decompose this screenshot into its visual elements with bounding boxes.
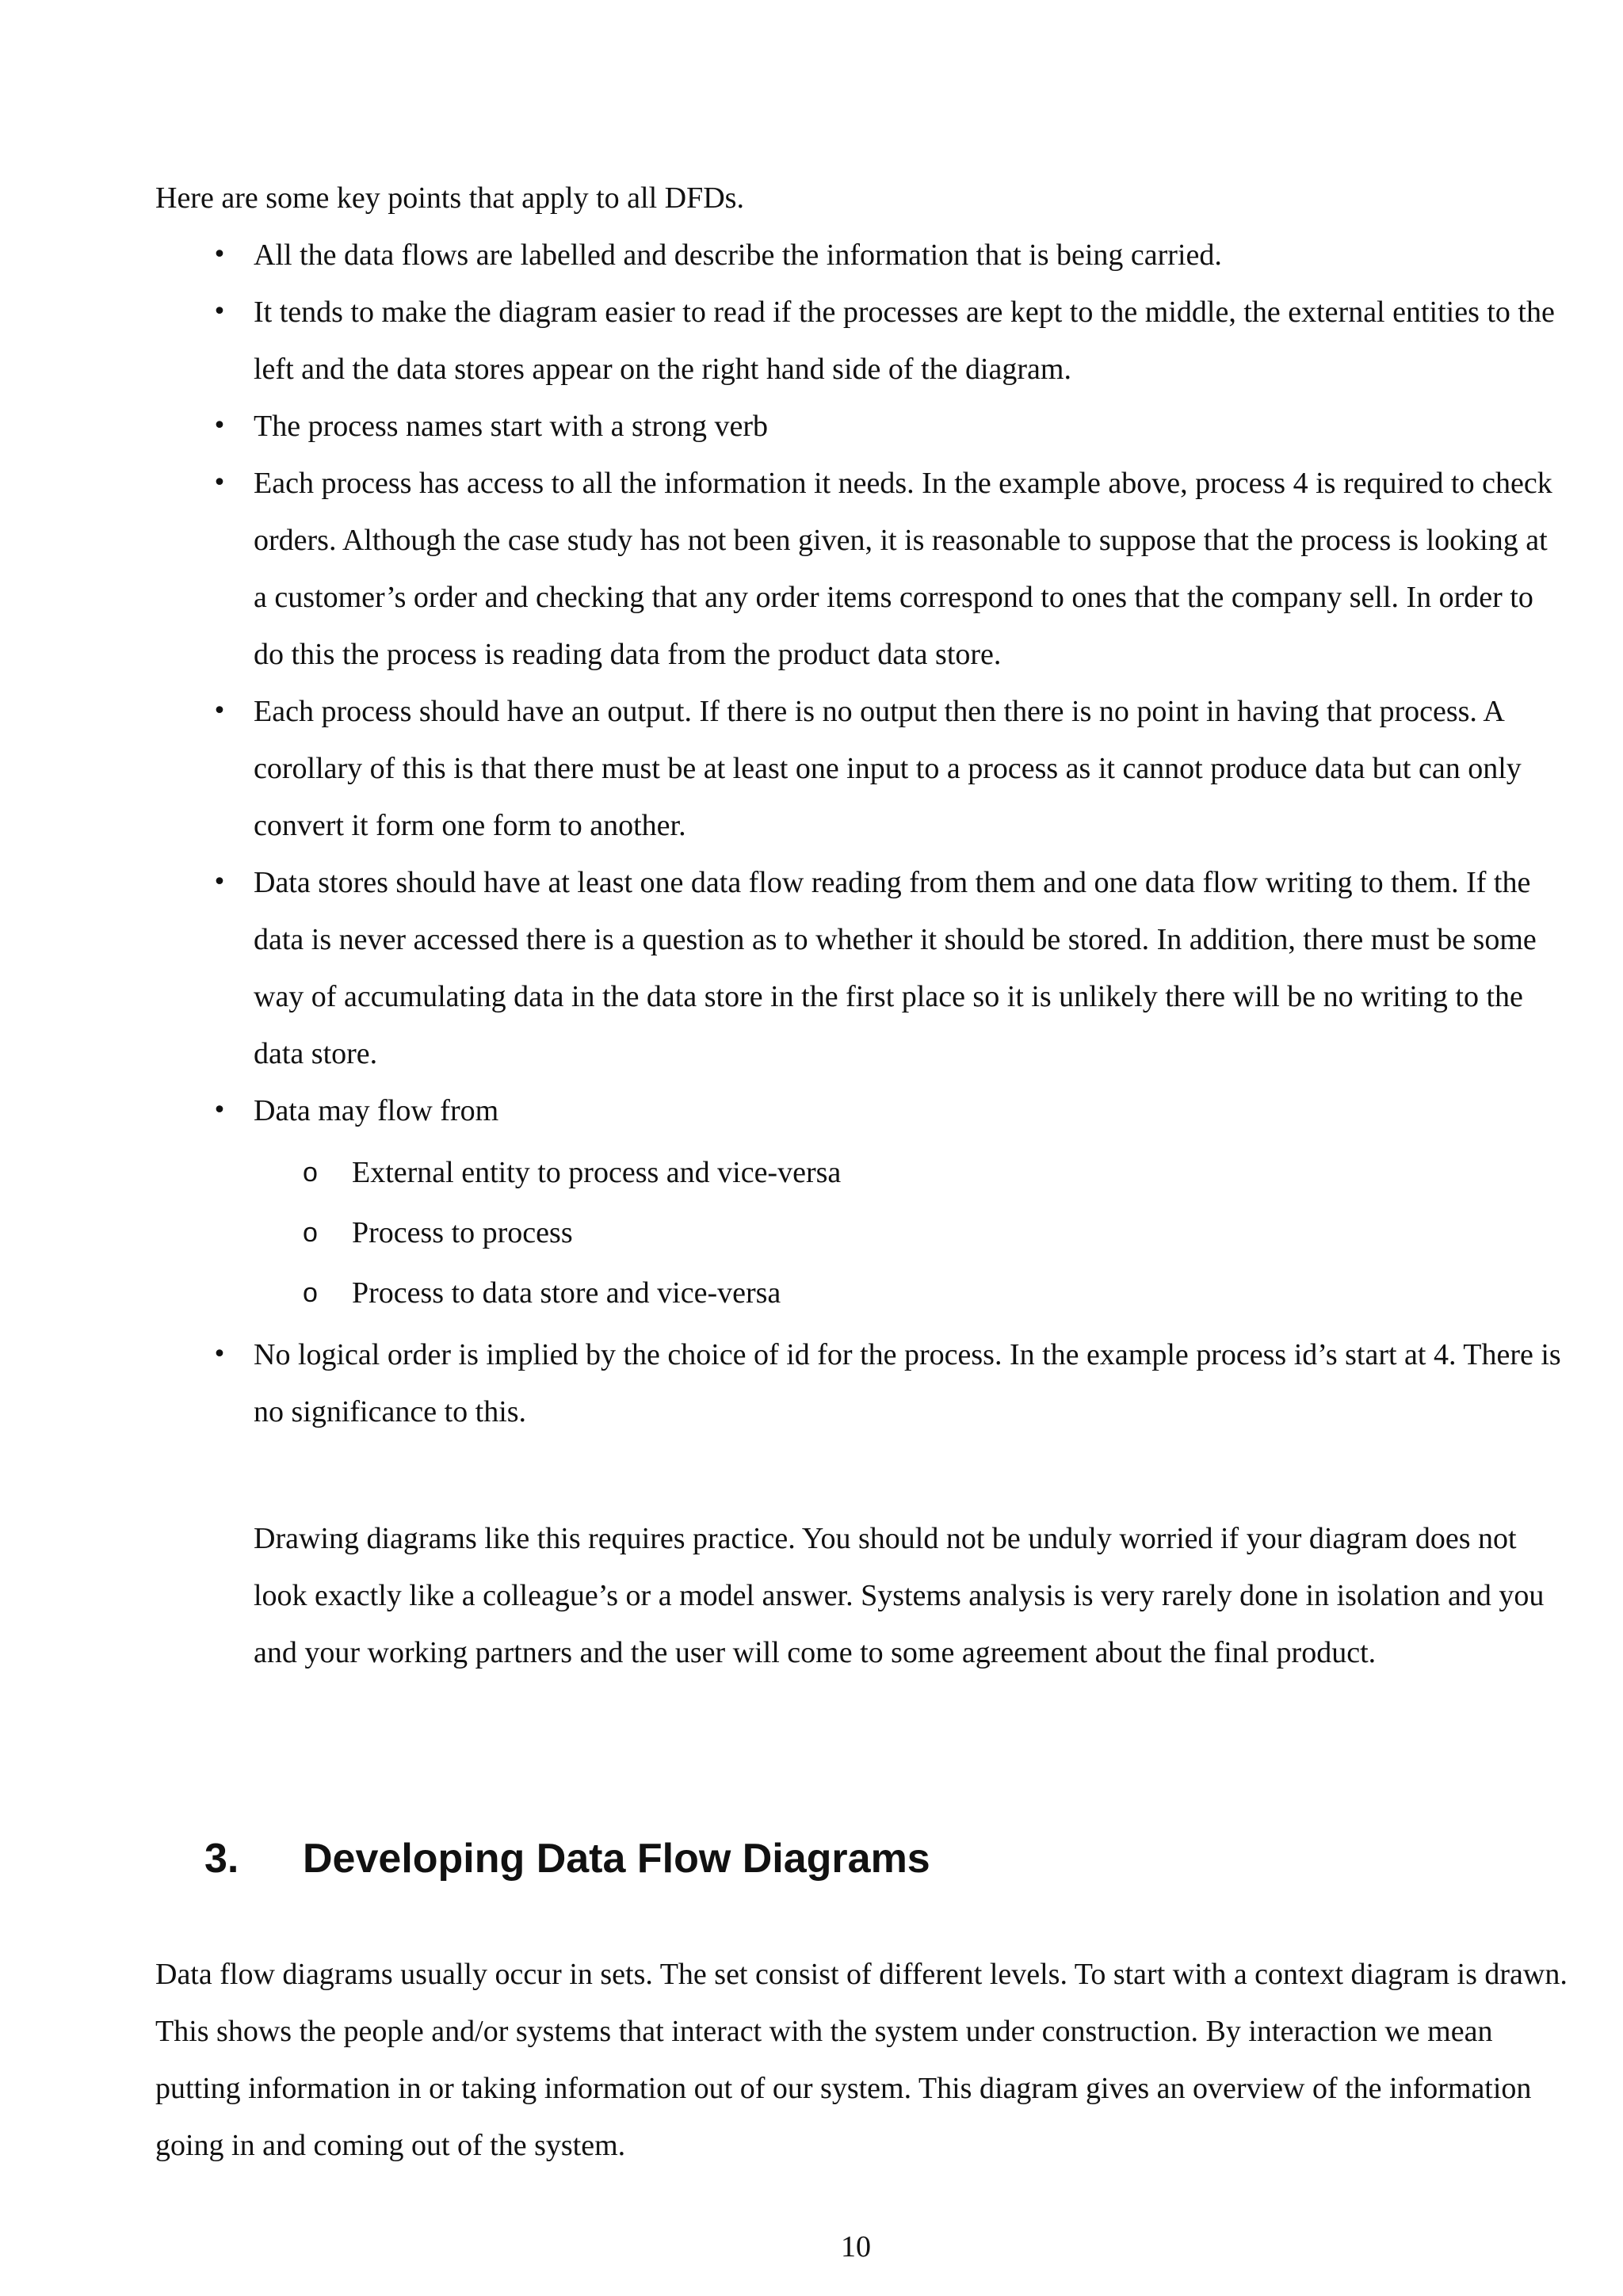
list-item [155,1082,1566,1323]
sub-list-item [254,1142,1566,1203]
bullet-icon: • [212,469,227,497]
sub-list-item [254,1263,1566,1323]
list-item-text: Each process has access to all the information it needs. In the example above, process 4 is required to check orders. Although the case study has not been given, it is reasonable to suppose that the process is looking at a customer’s order and checking that any order items correspond to ones that the company sell. In order to do this the process is reading data from the product data store. [254,467,1552,671]
page-number: 10 [841,2230,871,2264]
bullet-icon: • [212,298,227,326]
circle-bullet-icon: o [303,1278,318,1308]
data-flow-sublist [254,1142,1566,1323]
sub-list-item-text: Process to data store and vice-versa [352,1276,781,1310]
list-item-text: It tends to make the diagram easier to read if the processes are kept to the middle, the external entities to the left and the data stores appear on the right hand side of the diagram. [254,296,1555,386]
list-item-text: All the data flows are labelled and describe the information that is being carried. [254,238,1222,272]
closing-paragraph: Drawing diagrams like this requires practice. You should not be unduly worried if your diagram does not look exactly like a colleague’s or a model answer. Systems analysis is very rarely done in isolation and you and your working partners and the user will come to some agreement about the final product. [254,1522,1545,1669]
section-paragraph: Data flow diagrams usually occur in sets. The set consist of different levels. To start with a context diagram is drawn. This shows the people and/or systems that interact with the system under construction. By interaction we mean putting information in or taking information out of our system. This diagram gives an overview of the information going in and coming out of the system. [155,1958,1568,2162]
list-item-text: Data may flow from [254,1094,499,1127]
bullet-icon: • [212,1097,227,1124]
bullet-icon: • [212,1341,227,1368]
section-heading [204,1830,930,1887]
sub-list-item-text: External entity to process and vice-versa [352,1156,842,1189]
list-item [155,1326,1566,1440]
bullet-icon: • [212,412,227,440]
intro-paragraph: Here are some key points that apply to all DFDs. [155,181,744,215]
key-points-list [155,227,1566,1440]
section-title: Developing Data Flow Diagrams [303,1836,930,1882]
list-item-text: Each process should have an output. If there is no output then there is no point in having that process. A corollary of this is that there must be at least one input to a process as it cannot produce data but can only convert it form one form to another. [254,695,1522,842]
list-item [155,683,1566,854]
circle-bullet-icon: o [303,1158,318,1188]
list-item [155,854,1566,1082]
list-item [155,227,1566,284]
list-item [155,398,1566,455]
section-number: 3. [204,1836,239,1882]
list-item-text: The process names start with a strong verb [254,410,768,443]
list-item [155,455,1566,683]
bullet-icon: • [212,241,227,269]
sub-list-item-text: Process to process [352,1216,573,1249]
list-item [155,284,1566,398]
bullet-icon: • [212,697,227,725]
list-item-text: No logical order is implied by the choice of id for the process. In the example process id’s start at 4. There is no significance to this. [254,1338,1561,1428]
list-item-text: Data stores should have at least one data flow reading from them and one data flow writing to them. If the data is never accessed there is a question as to whether it should be stored. In addition, there must be some way of accumulating data in the data store in the first place so it is unlikely there will be no writing to the data store. [254,866,1537,1070]
circle-bullet-icon: o [303,1218,318,1248]
sub-list-item [254,1203,1566,1263]
bullet-icon: • [212,868,227,896]
